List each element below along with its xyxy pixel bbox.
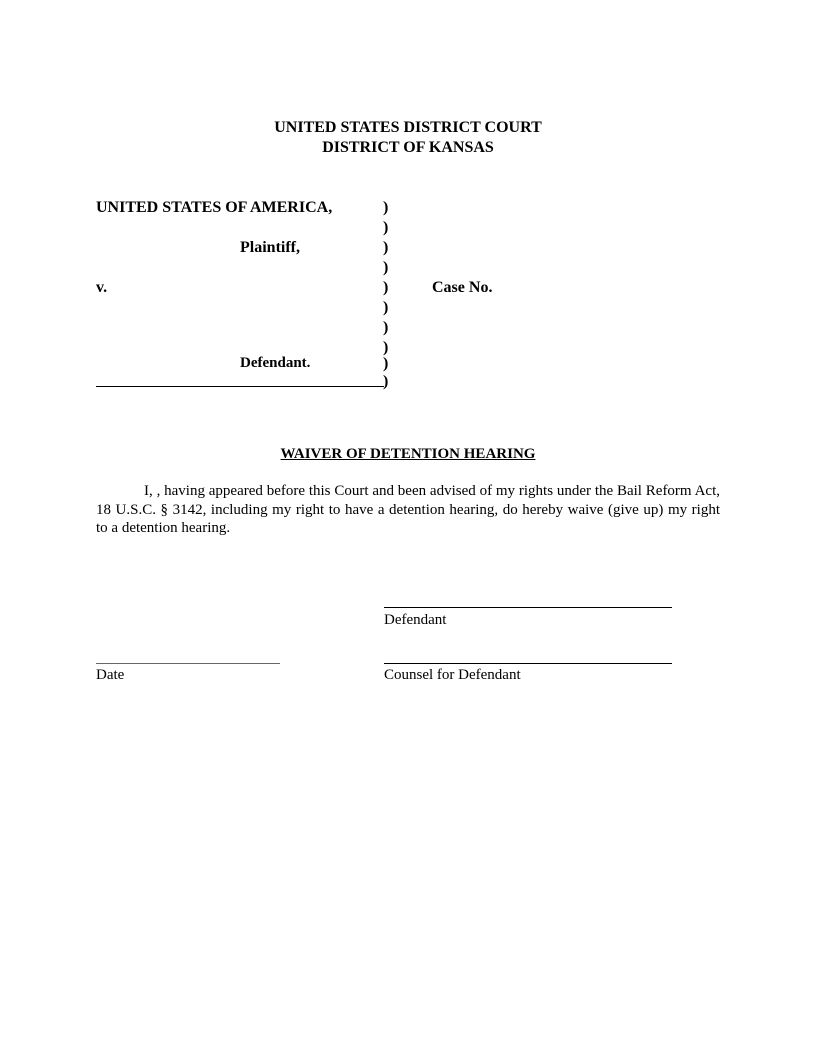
defendant-signature-line[interactable] <box>384 607 672 608</box>
caption-paren: ) <box>383 355 389 372</box>
caption-paren: ) <box>383 299 389 316</box>
date-label: Date <box>96 667 125 683</box>
caption-paren: ) <box>383 199 389 216</box>
waiver-statement: I, , having appeared before this Court and been advised of my rights under the Bail Reform Act, 18 U.S.C. § 3142, including my right to have a detention hearing, do hereby waive (give up) my right to a detention hearing. <box>96 483 720 536</box>
defendant-role: Defendant. <box>240 355 311 371</box>
versus: v. <box>96 279 108 296</box>
counsel-signature-label: Counsel for Defendant <box>384 667 521 683</box>
plaintiff-role: Plaintiff, <box>240 239 300 256</box>
defendant-signature-label: Defendant <box>384 612 447 628</box>
court-name: UNITED STATES DISTRICT COURT <box>274 119 542 136</box>
date-line[interactable] <box>96 663 280 664</box>
caption-paren: ) <box>383 279 389 296</box>
counsel-signature-line[interactable] <box>384 663 672 664</box>
caption-rule <box>96 386 384 387</box>
plaintiff-name: UNITED STATES OF AMERICA, <box>96 199 333 216</box>
court-district: DISTRICT OF KANSAS <box>322 139 494 156</box>
caption-paren: ) <box>383 259 389 276</box>
caption-paren: ) <box>383 373 389 390</box>
caption-paren: ) <box>383 319 389 336</box>
caption-paren: ) <box>383 339 389 356</box>
caption-paren: ) <box>383 219 389 236</box>
caption-paren: ) <box>383 239 389 256</box>
case-no-label: Case No. <box>432 279 493 296</box>
document-title: WAIVER OF DETENTION HEARING <box>280 446 536 462</box>
